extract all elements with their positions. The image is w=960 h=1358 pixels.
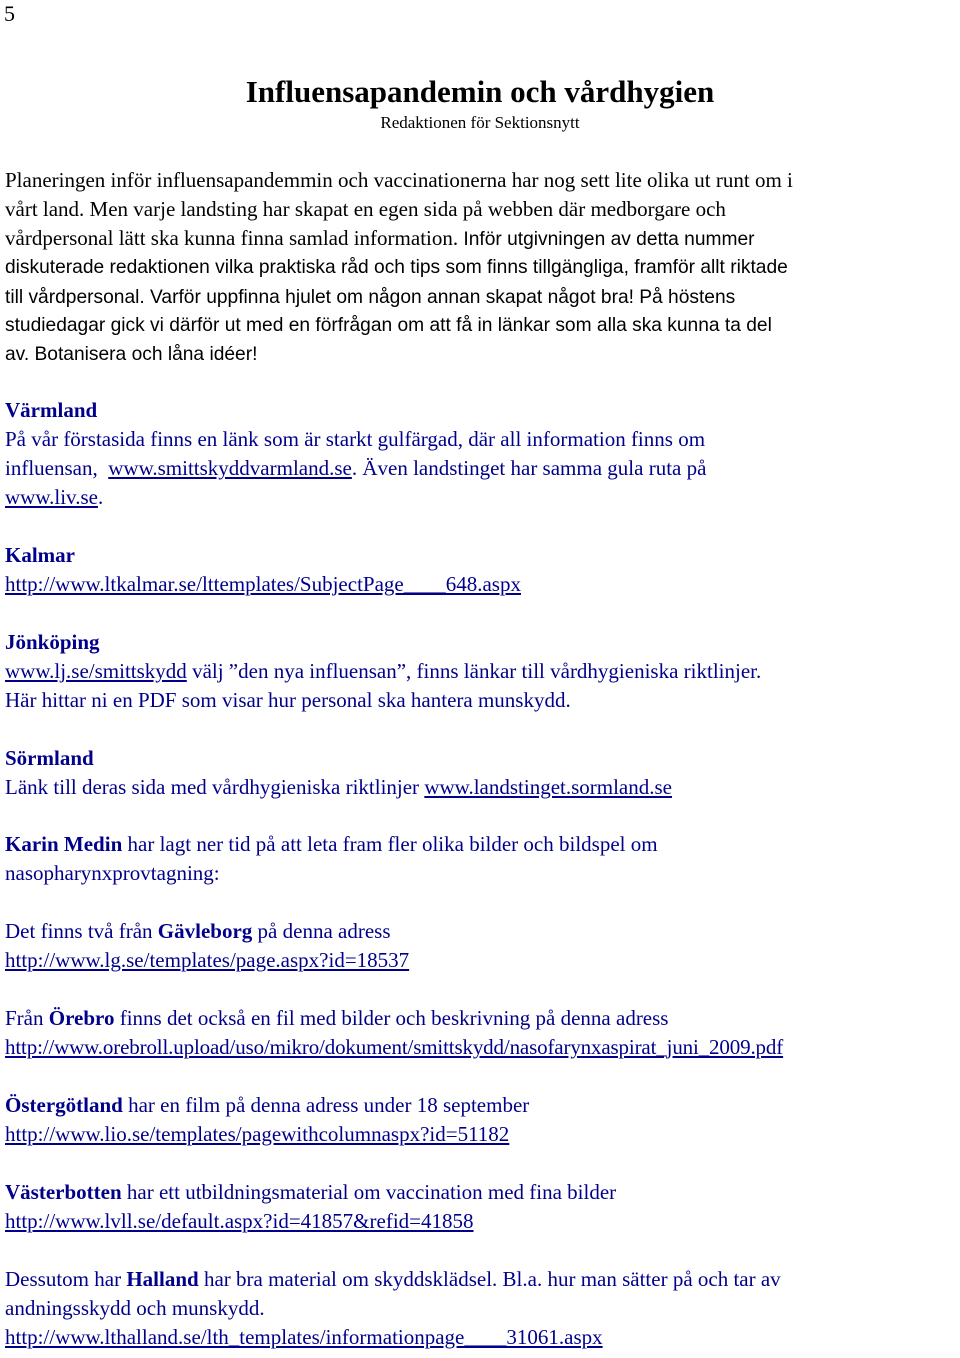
article-byline: Redaktionen för Sektionsnytt [380,113,580,132]
section-kalmar [5,541,955,599]
intro-line [5,224,955,253]
karin-line: nasopharynxprovtagning: [5,861,220,885]
region-heading: Jönköping [5,630,100,654]
section-varmland [5,396,955,512]
section-ostergotland [5,1091,955,1149]
varmland-text: influensan, [5,456,109,480]
halland-line: andningsskydd och munskydd. [5,1296,265,1320]
intro-line-sans: diskuterade redaktionen vilka praktiska råd och tips som finns tillgängliga, framför allt riktade [5,257,788,278]
intro-line-sans: studiedagar gick vi därför ut med en förfrågan om att få in länkar som alla ska kunna ta del [5,315,772,336]
orebro-line [5,1004,955,1033]
link-orebroll[interactable]: http://www.orebroll.upload/uso/mikro/dokument/smittskydd/nasofarynxaspirat_juni_2009.pdf [5,1035,784,1059]
section-karin-medin [5,830,955,888]
ostergotland-text: har en film på denna adress under 18 september [122,1093,530,1117]
sormland-text: Länk till deras sida med vårdhygieniska riktlinjer [5,775,425,799]
section-sormland [5,744,955,802]
varmland-text: . Även landstinget har samma gula ruta på [351,456,707,480]
gavleborg-text: på denna adress [252,919,391,943]
person-name: Karin Medin [5,832,123,856]
region-name: Halland [126,1267,199,1291]
intro-text: vårdpersonal lätt ska kunna finna samlad information. [5,226,459,250]
region-name: Örebro [48,1006,115,1030]
page-number: 5 [4,1,15,26]
varmland-line [5,454,955,483]
halland-text: Dessutom har [5,1267,127,1291]
link-lj-smittskydd[interactable]: www.lj.se/smittskydd [5,659,187,683]
link-lthalland[interactable]: http://www.lthalland.se/lth_templates/informationpage____31061.aspx [5,1325,603,1349]
intro-text-sans: till vårdpersonal. Varför uppfinna hjulet om någon annan skapat något bra! [5,287,634,308]
intro-paragraph [5,166,955,369]
halland-line [5,1265,955,1294]
vasterbotten-line [5,1178,955,1207]
section-orebro [5,1004,955,1062]
gavleborg-line [5,917,955,946]
karin-line [5,830,955,859]
sormland-line [5,773,955,802]
link-ltkalmar[interactable]: http://www.ltkalmar.se/lttemplates/SubjectPage____648.aspx [5,572,521,596]
region-name: Västerbotten [5,1180,122,1204]
intro-line-sans: av. Botanisera och låna idéer! [5,344,258,365]
link-liv[interactable]: www.liv.se [5,485,98,509]
link-lg[interactable]: http://www.lg.se/templates/page.aspx?id=18537 [5,948,410,972]
vasterbotten-text: har ett utbildningsmaterial om vaccination med fina bilder [121,1180,617,1204]
article-title: Influensapandemin och vårdhygien [245,74,715,109]
link-lvll[interactable]: http://www.lvll.se/default.aspx?id=41857&refid=41858 [5,1209,474,1233]
orebro-text: Från [5,1006,49,1030]
region-heading: Värmland [5,398,98,422]
intro-text-sans: På höstens [639,287,736,308]
orebro-text: finns det också en fil med bilder och beskrivning på denna adress [114,1006,669,1030]
varmland-line [5,483,955,512]
section-gavleborg [5,917,955,975]
intro-text-sans: Inför utgivningen av detta nummer [463,229,755,250]
varmland-text: . [97,485,104,509]
intro-line [5,282,955,311]
karin-text: har lagt ner tid på att leta fram fler olika bilder och bildspel om [122,832,658,856]
ostergotland-line [5,1091,955,1120]
intro-line: vårt land. Men varje landsting har skapat en egen sida på webben där medborgare och [5,197,726,221]
link-lio[interactable]: http://www.lio.se/templates/pagewithcolumnaspx?id=51182 [5,1122,510,1146]
region-name: Östergötland [5,1093,123,1117]
region-heading: Kalmar [5,543,75,567]
halland-text: har bra material om skyddsklädsel. Bl.a. hur man sätter på och tar av [198,1267,781,1291]
jonkoping-line [5,657,955,686]
gavleborg-text: Det finns två från [5,919,158,943]
section-vasterbotten [5,1178,955,1236]
link-landstinget-sormland[interactable]: www.landstinget.sormland.se [424,775,672,799]
section-halland [5,1265,955,1352]
jonkoping-text: välj ”den nya influensan”, finns länkar till vårdhygieniska riktlinjer. [186,659,762,683]
jonkoping-line: Här hittar ni en PDF som visar hur personal ska hantera munskydd. [5,688,571,712]
varmland-line: På vår förstasida finns en länk som är starkt gulfärgad, där all information finns om [5,427,706,451]
region-name: Gävleborg [157,919,253,943]
region-heading: Sörmland [5,746,94,770]
link-smittskyddvarmland[interactable]: www.smittskyddvarmland.se [108,456,352,480]
section-jonkoping [5,628,955,715]
intro-line: Planeringen inför influensapandemmin och vaccinationerna har nog sett lite olika ut runt om i [5,168,793,192]
